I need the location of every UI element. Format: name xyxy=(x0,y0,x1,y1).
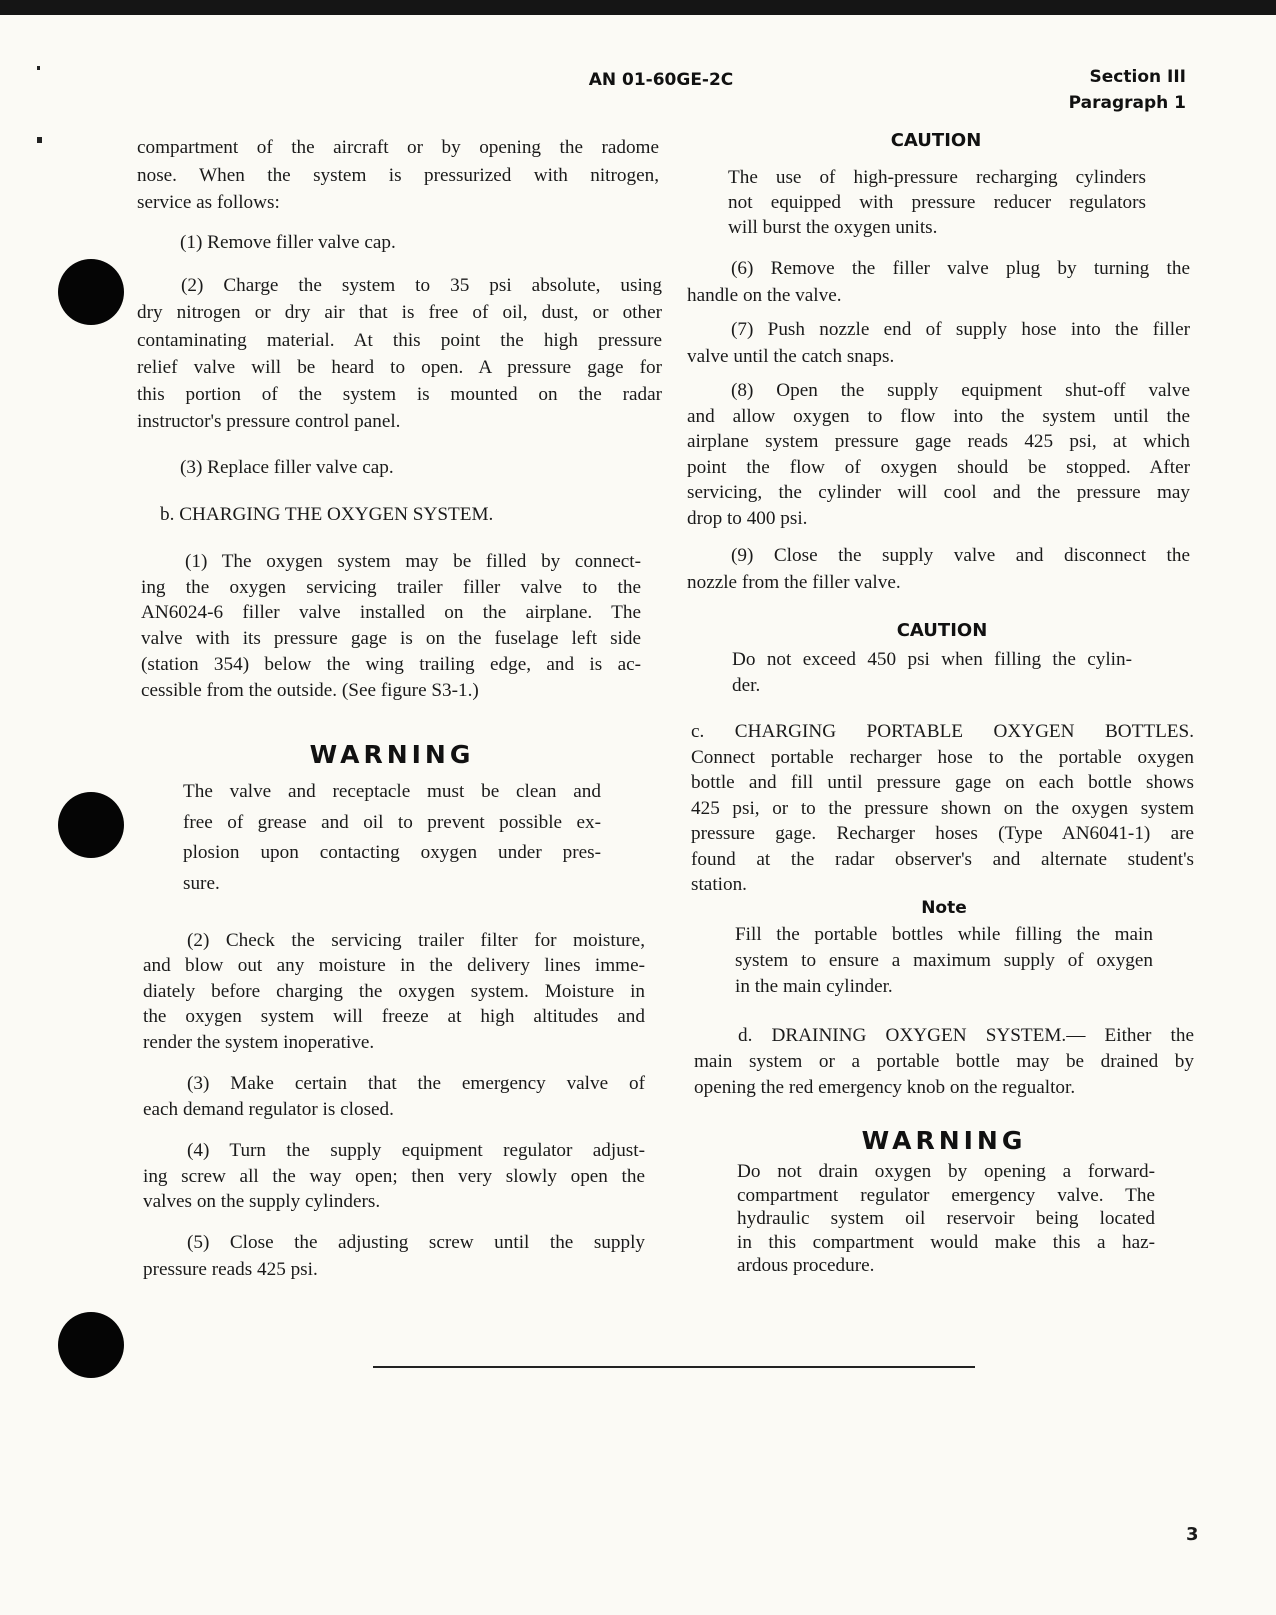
text-line: dry nitrogen or dry air that is free of oil, dust, or other xyxy=(137,302,662,324)
page-number: 3 xyxy=(1186,1524,1199,1545)
warning-heading: WARNING xyxy=(861,1126,1027,1155)
punch-hole xyxy=(58,259,124,325)
text-line: drop to 400 psi. xyxy=(687,507,808,529)
text-line: relief valve will be heard to open. A pressure gage for xyxy=(137,356,662,378)
text-line: Fill the portable bottles while filling the main xyxy=(735,924,1153,945)
section-d-draining xyxy=(694,1023,1194,1100)
step-b6 xyxy=(687,255,1190,309)
text-line: contaminating material. At this point the high pressure xyxy=(137,329,662,351)
step-b9 xyxy=(687,542,1190,596)
text-line: (station 354) below the wing trailing edge, and is ac- xyxy=(141,653,641,675)
intro-paragraph xyxy=(137,134,659,217)
text-line: (7) Push nozzle end of supply hose into the filler xyxy=(731,319,1190,340)
text-line: b. CHARGING THE OXYGEN SYSTEM. xyxy=(160,504,494,525)
text-line: and allow oxygen to flow into the system until the xyxy=(687,405,1190,427)
text-line: render the system inoperative. xyxy=(143,1031,375,1053)
text-line: (6) Remove the filler valve plug by turning the xyxy=(731,258,1190,279)
text-line: found at the radar observer's and alternate student's xyxy=(691,848,1194,870)
document-number: AN 01-60GE-2C xyxy=(588,70,734,90)
text-line: ardous procedure. xyxy=(737,1255,875,1276)
warning-text xyxy=(183,777,601,899)
punch-hole xyxy=(58,1312,124,1378)
text-line: d. DRAINING OXYGEN SYSTEM.— Either the xyxy=(738,1025,1194,1046)
text-line: pressure reads 425 psi. xyxy=(143,1258,318,1280)
text-line: ing screw all the way open; then very slowly open the xyxy=(143,1165,645,1187)
step-2-charge xyxy=(137,272,662,436)
text-line: diately before charging the oxygen system. Moisture in xyxy=(143,980,645,1002)
text-line: point the flow of oxygen should be stopped. After xyxy=(687,456,1190,478)
text-line: in this compartment would make this a haz- xyxy=(737,1231,1155,1253)
text-line: Connect portable recharger hose to the portable oxygen xyxy=(691,746,1194,768)
text-line: each demand regulator is closed. xyxy=(143,1098,394,1120)
scan-border xyxy=(0,0,1276,15)
text-line: nozzle from the filler valve. xyxy=(687,572,901,593)
text-line: (1) The oxygen system may be filled by connect- xyxy=(185,551,641,572)
step-b3 xyxy=(143,1071,645,1122)
text-line: airplane system pressure gage reads 425 psi, at which xyxy=(687,431,1190,452)
warning-text xyxy=(737,1160,1155,1278)
note-heading: Note xyxy=(921,898,967,918)
text-line: valve with its pressure gage is on the fuselage left side xyxy=(141,628,641,650)
text-line: compartment regulator emergency valve. The xyxy=(737,1184,1155,1206)
step-3-replace-cap xyxy=(180,457,660,479)
text-line: this portion of the system is mounted on the radar xyxy=(137,384,662,406)
text-line: free of grease and oil to prevent possible ex- xyxy=(183,811,601,833)
text-line: valves on the supply cylinders. xyxy=(143,1191,381,1213)
text-line: hydraulic system oil reservoir being located xyxy=(737,1208,1155,1229)
scan-speck xyxy=(37,137,42,143)
text-line: Do not drain oxygen by opening a forward- xyxy=(737,1161,1155,1182)
text-line: (1) Remove filler valve cap. xyxy=(180,232,396,253)
caution-text xyxy=(732,647,1132,699)
caution-heading: CAUTION xyxy=(896,620,988,641)
text-line: system to ensure a maximum supply of oxygen xyxy=(735,949,1153,971)
step-b8 xyxy=(687,378,1190,531)
text-line: (3) Replace filler valve cap. xyxy=(180,457,394,478)
text-line: not equipped with pressure reducer regulators xyxy=(728,192,1146,213)
step-b1 xyxy=(141,549,641,703)
text-line: bottle and fill until pressure gage on each bottle shows xyxy=(691,772,1194,793)
text-line: (3) Make certain that the emergency valve of xyxy=(187,1073,645,1094)
text-line: instructor's pressure control panel. xyxy=(137,411,401,433)
text-line: AN6024-6 filler valve installed on the airplane. The xyxy=(141,602,641,624)
text-line: main system or a portable bottle may be drained by xyxy=(694,1050,1194,1072)
text-line: the oxygen system will freeze at high altitudes and xyxy=(143,1006,645,1028)
caution-heading: CAUTION xyxy=(890,130,982,151)
step-b4 xyxy=(143,1138,645,1215)
text-line: (8) Open the supply equipment shut-off valve xyxy=(731,380,1190,401)
text-line: valve until the catch snaps. xyxy=(687,346,895,367)
text-line: (5) Close the adjusting screw until the supply xyxy=(187,1232,645,1253)
text-line: (2) Charge the system to 35 psi absolute, using xyxy=(181,275,662,296)
text-line: The use of high-pressure recharging cylinders xyxy=(728,167,1146,188)
text-line: ing the oxygen servicing trailer filler valve to the xyxy=(141,576,641,598)
text-line: (2) Check the servicing trailer filter for moisture, xyxy=(187,930,645,951)
step-b5 xyxy=(143,1230,645,1283)
text-line: service as follows: xyxy=(137,192,280,213)
text-line: (4) Turn the supply equipment regulator adjust- xyxy=(187,1140,645,1161)
text-line: der. xyxy=(732,674,761,696)
note-text xyxy=(735,922,1153,999)
text-line: The valve and receptacle must be clean and xyxy=(183,781,601,802)
text-line: servicing, the cylinder will cool and the pressure may xyxy=(687,482,1190,503)
text-line: pressure gage. Recharger hoses (Type AN6041-1) are xyxy=(691,823,1194,844)
step-1-remove-cap xyxy=(180,232,660,254)
step-b7 xyxy=(687,316,1190,370)
section-b-heading xyxy=(160,504,640,526)
step-b2 xyxy=(143,928,645,1055)
text-line: opening the red emergency knob on the regualtor. xyxy=(694,1076,1076,1098)
text-line: c. CHARGING PORTABLE OXYGEN BOTTLES. xyxy=(691,721,1194,742)
section-label: Section III xyxy=(1089,67,1186,87)
text-line: Do not exceed 450 psi when filling the cylin- xyxy=(732,649,1132,670)
text-line: plosion upon contacting oxygen under pres- xyxy=(183,842,601,863)
text-line: compartment of the aircraft or by opening the radome xyxy=(137,137,659,158)
warning-heading: WARNING xyxy=(309,740,475,769)
text-line: 425 psi, or to the pressure shown on the oxygen system xyxy=(691,797,1194,819)
text-line: nose. When the system is pressurized with nitrogen, xyxy=(137,164,659,186)
text-line: will burst the oxygen units. xyxy=(728,217,938,238)
punch-hole xyxy=(58,792,124,858)
text-line: sure. xyxy=(183,872,220,894)
section-c-portable-bottles xyxy=(691,719,1194,898)
text-line: station. xyxy=(691,874,747,895)
text-line: and blow out any moisture in the delivery lines imme- xyxy=(143,955,645,977)
paragraph-label: Paragraph 1 xyxy=(1068,93,1186,113)
scan-speck xyxy=(37,66,40,70)
caution-text xyxy=(728,165,1146,240)
text-line: cessible from the outside. (See figure S3-1.) xyxy=(141,679,479,701)
text-line: (9) Close the supply valve and disconnect the xyxy=(731,545,1190,566)
text-line: in the main cylinder. xyxy=(735,975,893,997)
end-rule xyxy=(373,1366,975,1368)
text-line: handle on the valve. xyxy=(687,285,842,306)
